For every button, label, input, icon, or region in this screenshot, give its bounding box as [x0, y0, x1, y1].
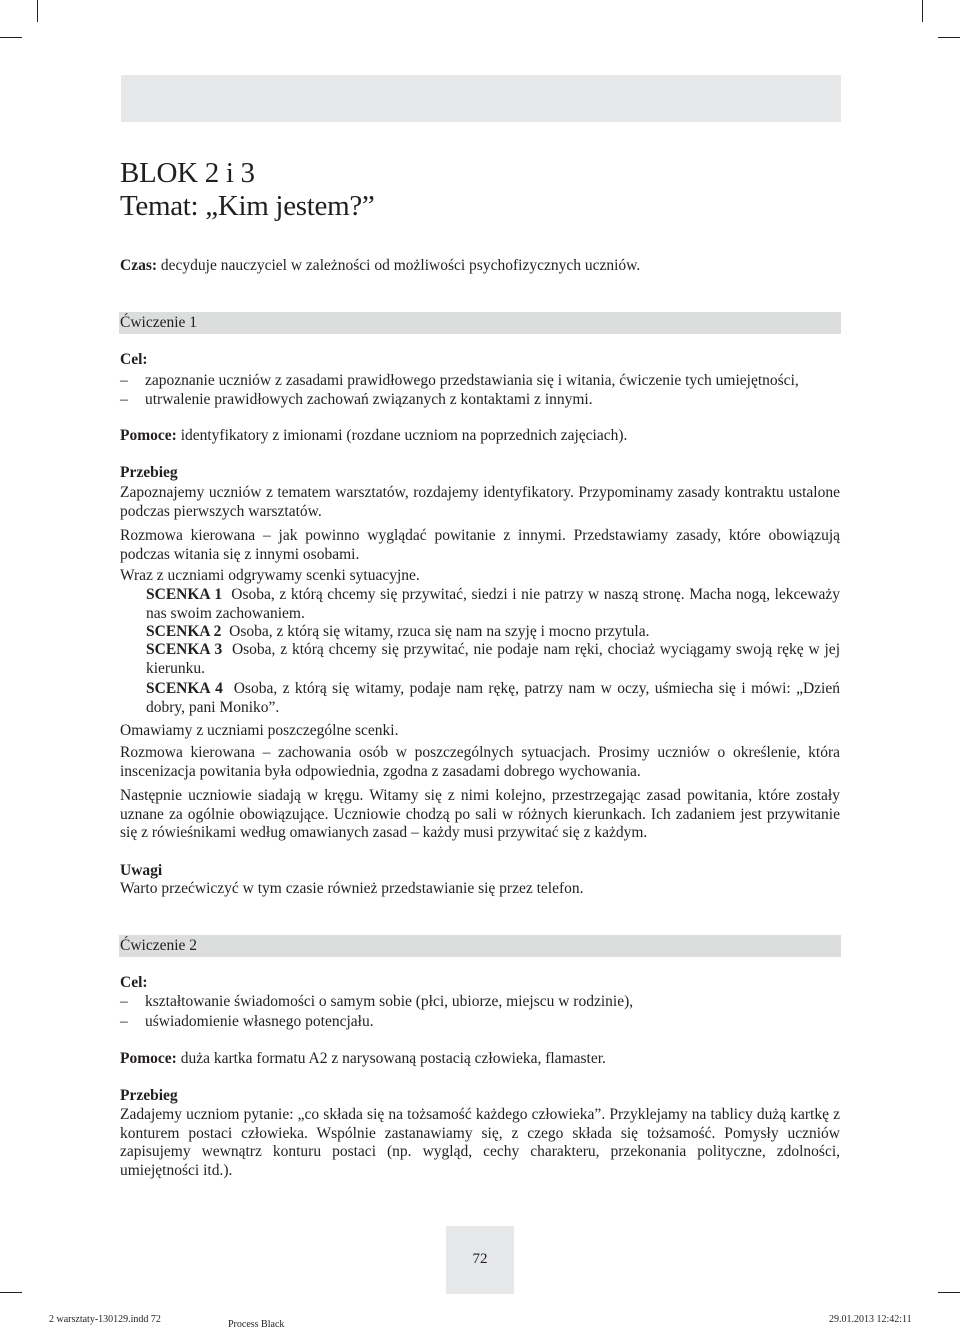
crop-mark	[922, 0, 923, 22]
exercise-1-heading-band	[119, 312, 841, 334]
ex2-pomoce	[120, 1050, 840, 1069]
scene-text: Osoba, z którą chcemy się przywitać, nie podaje nam ręki, chociaż wyciągamy swoją rękę w jej kierunku.	[146, 641, 840, 677]
ex2-paragraph: Zadajemy uczniom pytanie: „co składa się na tożsamość każdego człowieka”. Przyklejamy na tablicy dużą kartkę z konturem postaci człowieka. Wspólnie zastanawiamy się, z czego składa się tożsamość. Pomysły uczniów zapisujemy wewnątrz konturu postaci (np. wygląd, cechy charakteru, przekonania polityczne, zdolności, umiejętności itd.).	[120, 1106, 840, 1179]
scene-item	[146, 680, 840, 717]
topic-title: Temat: „Kim jestem?”	[120, 190, 375, 222]
ex2-goal-text: kształtowanie świadomości o samym sobie (płci, ubiorze, miejscu w rodzinie),	[145, 993, 634, 1010]
ex2-goal-text: uświadomienie własnego potencjału.	[145, 1013, 374, 1030]
page-number: 72	[472, 1251, 488, 1267]
ex1-paragraph: Rozmowa kierowana – jak powinno wyglądać powitanie z innymi. Przedstawiamy zasady, które obowiązują podczas witania się z innymi osobami.	[120, 527, 840, 563]
ex1-goal-text: zapoznanie uczniów z zasadami prawidłowego przedstawiania się i witania, ćwiczenie tych umiejętności,	[145, 372, 799, 389]
scene-label: SCENKA 4	[146, 680, 223, 697]
ex1-paragraph: Omawiamy z uczniami poszczególne scenki.	[120, 722, 399, 739]
ex1-paragraph: Rozmowa kierowana – zachowania osób w poszczególnych sytuacjach. Prosimy uczniów o określenie, która inscenizacja powitania była odpowiednia, zgodna z zasadami dobrego wychowania.	[120, 744, 840, 780]
ex1-cel-label: Cel:	[120, 351, 148, 368]
ex1-przebieg-label: Przebieg	[120, 464, 178, 481]
scene-item	[146, 623, 840, 642]
ex2-pomoce-text: duża kartka formatu A2 z narysowaną postacią człowieka, flamaster.	[176, 1050, 606, 1067]
dash-bullet: –	[120, 372, 128, 389]
scene-item	[146, 641, 840, 678]
dash-bullet: –	[120, 1013, 128, 1030]
ex1-paragraph: Zapoznajemy uczniów z tematem warsztatów, rozdajemy identyfikatory. Przypominamy zasady kontraktu ustalone podczas pierwszych warsztatów.	[120, 484, 840, 520]
ex1-pomoce-text: identyfikatory z imionami (rozdane uczniom na poprzednich zajęciach).	[176, 427, 628, 444]
crop-mark	[0, 1292, 22, 1293]
block-title: BLOK 2 i 3	[120, 157, 255, 189]
crop-mark	[938, 1292, 960, 1293]
scene-label: SCENKA 3	[146, 641, 223, 658]
ex1-pomoce-label: Pomoce:	[120, 427, 177, 444]
crop-mark	[938, 37, 960, 38]
exercise-2-heading: Ćwiczenie 2	[120, 937, 198, 954]
czas-text: decyduje nauczyciel w zależności od możliwości psychofizycznych uczniów.	[157, 257, 641, 274]
dash-bullet: –	[120, 993, 128, 1010]
ex2-przebieg-label: Przebieg	[120, 1087, 178, 1104]
crop-mark	[0, 37, 22, 38]
footer-date: 29.01.2013 12:42:11	[829, 1314, 912, 1325]
ex1-uwagi-text: Warto przećwiczyć w tym czasie również przedstawianie się przez telefon.	[120, 880, 584, 897]
footer-file: 2 warsztaty-130129.indd 72	[49, 1314, 161, 1325]
ex2-cel-label: Cel:	[120, 974, 148, 991]
scene-text: Osoba, z którą się witamy, rzuca się nam na szyję i mocno przytula.	[229, 623, 650, 640]
scene-item	[146, 586, 840, 623]
ex1-pomoce	[120, 427, 840, 446]
footer-color: Process Black	[228, 1319, 285, 1330]
czas-paragraph	[120, 257, 840, 276]
page-number-box	[446, 1226, 514, 1294]
ex1-goal-text: utrwalenie prawidłowych zachowań związanych z kontaktami z innymi.	[145, 391, 593, 408]
ex1-paragraph: Wraz z uczniami odgrywamy scenki sytuacyjne.	[120, 567, 420, 584]
scene-label: SCENKA 1	[146, 586, 223, 603]
dash-bullet: –	[120, 391, 128, 408]
scene-text: Osoba, z którą się witamy, podaje nam rękę, patrzy nam w oczy, uśmiecha się i mówi: „Dzień dobry, pani Moniko”.	[146, 680, 840, 716]
scene-label: SCENKA 2	[146, 623, 222, 640]
ex1-uwagi-label: Uwagi	[120, 862, 163, 879]
exercise-2-heading-band	[119, 935, 841, 957]
exercise-1-heading: Ćwiczenie 1	[120, 314, 198, 331]
scene-text: Osoba, z którą chcemy się przywitać, siedzi i nie patrzy w naszą stronę. Macha nogą, lekceważy nas swoim zachowaniem.	[146, 586, 840, 622]
ex1-paragraph: Następnie uczniowie siadają w kręgu. Witamy się z nimi kolejno, przestrzegając zasad powitania, które zostały uznane za ogólnie obowiązujące. Uczniowie chodzą po sali w różnych kierunkach. Ich zadaniem jest przywitanie się z rówieśnikami według omawianych zasad – każdy musi przywitać się z każdym.	[120, 787, 840, 841]
header-band	[121, 75, 841, 122]
czas-label: Czas:	[120, 257, 158, 274]
crop-mark	[37, 0, 38, 22]
ex2-pomoce-label: Pomoce:	[120, 1050, 177, 1067]
